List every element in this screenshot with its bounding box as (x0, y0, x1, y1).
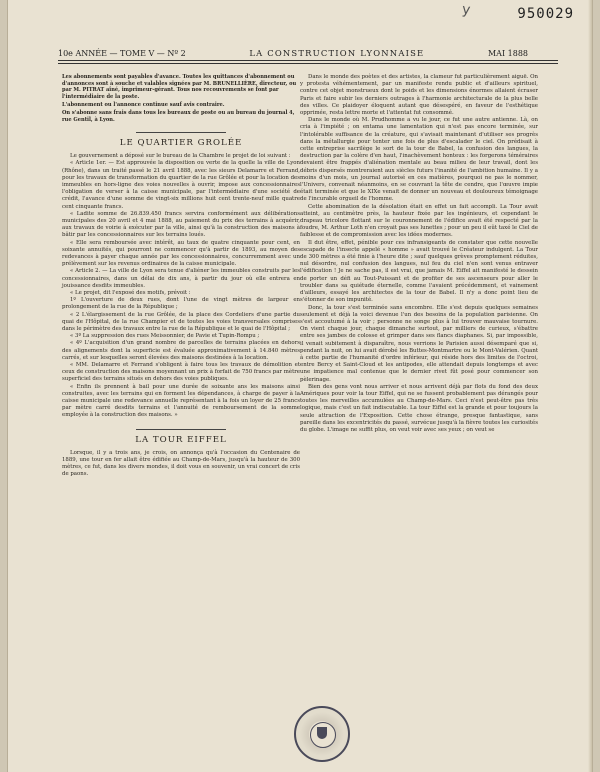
section-heading: LA TOUR EIFFEL (62, 429, 300, 445)
section-rule (136, 429, 226, 430)
handwritten-mark: y (460, 1, 471, 19)
issue-info: 10e ANNÉE — TOME V — Nº 2 (58, 49, 186, 58)
section-heading: LE QUARTIER GROLÉE (62, 132, 300, 148)
notice: L'abonnement ou l'annonce continue sauf avis contraire. (62, 101, 225, 108)
section-rule (136, 132, 226, 133)
newspaper-page (8, 0, 592, 772)
article-paragraph: « 2 L'élargissement de la rue Grôlée, de la place des Cordeliers d'une partie du quai de l'Hôpital, de la rue Champier et de toutes les voies transversales comprises dans le périmètre des travaux entre la rue de la République et le quai de l'Hôpital ; (62, 311, 300, 333)
article-paragraph: « Elle sera remboursée avec intérêt, au taux de quatre cinquante pour cent, en soixante annuités, qui pourront ne commencer qu'à partir de 1893, au moyen des redevances à payer chaque année par les concessionnaires, concurremment avec un prélèvement sur les revenus ordinaires de la caisse municipale. (62, 239, 300, 268)
library-stamp (294, 706, 350, 762)
notice: On s'abonne sans frais dans tous les bureaux de poste ou au bureau du journal 4, rue Gentil, à Lyon. (62, 109, 295, 123)
header-rule-top (58, 60, 558, 61)
article-paragraph: Dans le monde des poètes et des artistes, la clameur fut particulièrement aiguë. On y protesta véhémentement, par un manifeste rendu public et d'ailleurs spirituel, contre cet objet monstrueux dont le poids et les dimensions énormes allaient écraser Paris et faire subir les derniers outrages à l'harmonie architecturale de la plus belle des villes. Ce plaidoyer éloquent autant que désespéré, en faveur de l'esthétique opprimée, resta lettre morte et l'attentat fut consommé. (300, 74, 538, 117)
article-paragraph: Cette abomination de la désolation était en effet un fait accompli. La Tour avait atteint, au centimètre près, la hauteur fixée par les ingénieurs, et cependant le drapeau tricolore flottant sur le couronnement de l'édifice avait été respecté par la foudre, M. Arthur Loth n'en croyait pas ses lunettes ; pour un peu il eût taxé le Ciel de faiblesse et de compromission avec les idées modernes. (300, 203, 538, 239)
article-paragraph: « Ladite somme de 26.839.450 francs servira conformément aux délibérations municipales des 20 avril et 4 mai 1888, au paiement du prix des terrains à acquérir, aux travaux de voirie à exécuter par la ville, ainsi qu'à la construction des maisons à bâtir par les concessionnaires sur les terrains loués. (62, 210, 300, 239)
article-paragraph: Dans le monde où M. Prudhomme a vu le jour, ce fut une autre antienne. Là, on cria à l'impiété ; on entama une lamentation qui n'est pas encore terminée, sur l'intolérable suffisance de la créature, qui s'avisait maintenant d'utiliser ses progrès dans la métallurgie pour tenter une fois de plus d'escalader le ciel. On prédisait à cette entreprise sacrilège le sort de la tour de Babel, la confusion des langues, la destruction par la colère d'en haut, l'inachèvement honteux : les forgerons téméraires devaient être frappés d'aliénation mentale au beau milieu de leur travail, dont les débris dispersés montreraient aux siècles futurs l'inanité de l'ambition humaine. Il y a moins d'un mois, un journal autorisé en ces matières, pourquoi ne pas le nommer, l'Univers, convenait néanmoins, en se couvrant la tête de cendre, que l'œuvre impie était terminée et que le XIXe venait de donner un nouveau et douloureux témoignage de l'incurable orgueil de l'homme. (300, 117, 538, 203)
article-paragraph: Bien des gens vont nous arriver et nous arrivent déjà par flots du fond des deux Amériques pour voir la tour Eiffel, qui ne se fussent probablement pas dérangés pour toutes les merveilles accumulées au Champ-de-Mars. Ceci n'est peut-être pas très logique, mais c'est un fait indiscutable. La tour Eiffel est la grande et pour toujours la seule attraction de l'Exposition. Cette chose étrange, presque fantastique, sans pareille dans les excentricités du passé, survécue jusqu'à la fièvre toutes les curiosités du globe. L'image ne suffit plus, on veut voir avec ses yeux ; on veut se (300, 383, 538, 433)
issue-date: MAI 1888 (487, 49, 528, 58)
article-paragraph: Donc, la tour s'est terminée sans encombre. Elle s'est depuis quelques semaines seulement et déjà la voici devenue l'un des besoins de la population parisienne. On s'est accoutumé à la voir ; personne ne songe plus à lui trouver mauvaise tournure. On vient chaque jour, chaque dimanche surtout, par milliers de curieux, s'ébattre entre ses jambes de colosse et grimper dans ses flancs diaphanes. Si, par impossible, il venait subitement à disparaître, nous verrions le Parisien aussi désemparé que si, pendant la nuit, on lui avait dérobé les Buttes-Montmartre ou le Mont-Valérien. Quant à cette partie de l'humanité d'ordre inférieur, qui réside hors des limites de l'octroi, entre Bercy et Saint-Cloud et les antipodes, elle attendait depuis longtemps et avec une impatience mal contenue que le dernier rivet fût posé pour commencer son pèlerinage. (300, 304, 538, 383)
article-paragraph: « MM. Delamarre et Ferrand s'obligent à faire tous les travaux de démolition et ceux de construction des maisons moyennant un prix à forfait de 750 francs par mètre superficiel des terrains situés en dehors des voies publiques. (62, 362, 300, 383)
journal-title: LA CONSTRUCTION LYONNAISE (249, 48, 425, 58)
right-column (300, 74, 538, 434)
page-header (58, 48, 528, 58)
catalog-number: 950029 (517, 6, 574, 22)
article-paragraph: « Le projet, dit l'exposé des motifs, prévoit : (70, 290, 191, 297)
article-paragraph: Il dut être, effet, pénible pour ces infransigeants de constater que cette nouvelle escapade de l'insecte appelé « homme » avait trouvé le Créateur indulgent. La Tour de 300 mètres a été finie à l'heure dite ; sauf quelques grèves promptement réduites, nul désordre, nul confusion des langues, nul feu du ciel n'en sont venus entraver l'édification ! Je ne sache pas, il est vrai, que jamais M. Eiffel ait manifesté le dessein de porter un défi au Tout-Puissant et de profiter de ses ascenseurs pour aller le troubler dans sa quiétude éternelle, comme l'avaient précédemment, et vainement d'ailleurs, essayé les architectes de la tour de Babel. Il n'y a donc point lieu de s'étonner de son impunité. (300, 239, 538, 304)
notice: Les abonnements sont payables d'avance. Toutes les quittances d'abonnement ou d'annonces sont à souche et valables signées par M. BRUNELLIÈRE, directeur, ou par M. PITRAT aîné, imprimeur-gérant. Tous nos recouvrements se font par l'intermédiaire de la poste. (62, 74, 297, 100)
article-paragraph: « 4º L'acquisition d'un grand nombre de parcelles de terrains placées en dehors des alignements dont la superficie est évaluée approximativement à 14.840 mètres carrés, et sur lesquelles seront élevées des maisons destinées à la location. (62, 340, 300, 361)
header-rule-bottom (58, 63, 558, 64)
article-paragraph: « Enfin ils prennent à bail pour une durée de soixante ans les maisons ainsi construites, avec les terrains qui en forment les dépendances, à charge de payer à la caisse municipale une redevance annuelle représentant à la fois un loyer de 25 francs par mètre carré desdits terrains et l'annuité de remboursement de la somme employée à la construction des maisons. » (62, 383, 300, 419)
article-paragraph: 1º L'ouverture de deux rues, dont l'une de vingt mètres de largeur en prolongement de la rue de la République ; (62, 297, 300, 311)
shield-icon (317, 727, 327, 739)
article-paragraph: Lorsque, il y a trois ans, je crois, on annonça qu'à l'occasion du Centenaire de 1889, une tour en fer allait être édifiée au Champ-de-Mars, jusqu'à la hauteur de 300 mètres, ce fut, dans les divers mondes, il doit vous en souvenir, un vrai concert de cris de paons. (62, 449, 300, 478)
left-column (62, 74, 300, 478)
page-edge (588, 0, 592, 772)
article-paragraph: « 3º La suppression des rues Meissonnier, de Pavie et Tupin-Rompu ; (70, 333, 260, 340)
article-paragraph: « Article 2. — La ville de Lyon sera tenue d'aliéner les immeubles construits par les concessionnaires, dans un délai de dix ans, à partir du jour où elle entrera en jouissance desdits immeubles. (62, 268, 300, 289)
article-paragraph: Le gouvernement a déposé sur le bureau de la Chambre le projet de loi suivant : (70, 153, 291, 160)
article-paragraph: « Article 1er. — Est approuvée la disposition ou verte de la quelle la ville de Lyon (Rhône), dans un traité passé le 21 avril 1888, avec les sieurs Delamarre et Ferrand, pour les travaux de transformation du quartier de la rue Grôlée et pour la location des immeubles en hors-ligne des voies nouvelles à ouvrir, impose aux concessionnaires l'obligation de verser à la caisse municipale, par l'intermédiaire d'une société de crédit, l'avance d'une somme de vingt-six millions huit cent trente-neuf mille quatre cent cinquante francs. (62, 160, 300, 210)
